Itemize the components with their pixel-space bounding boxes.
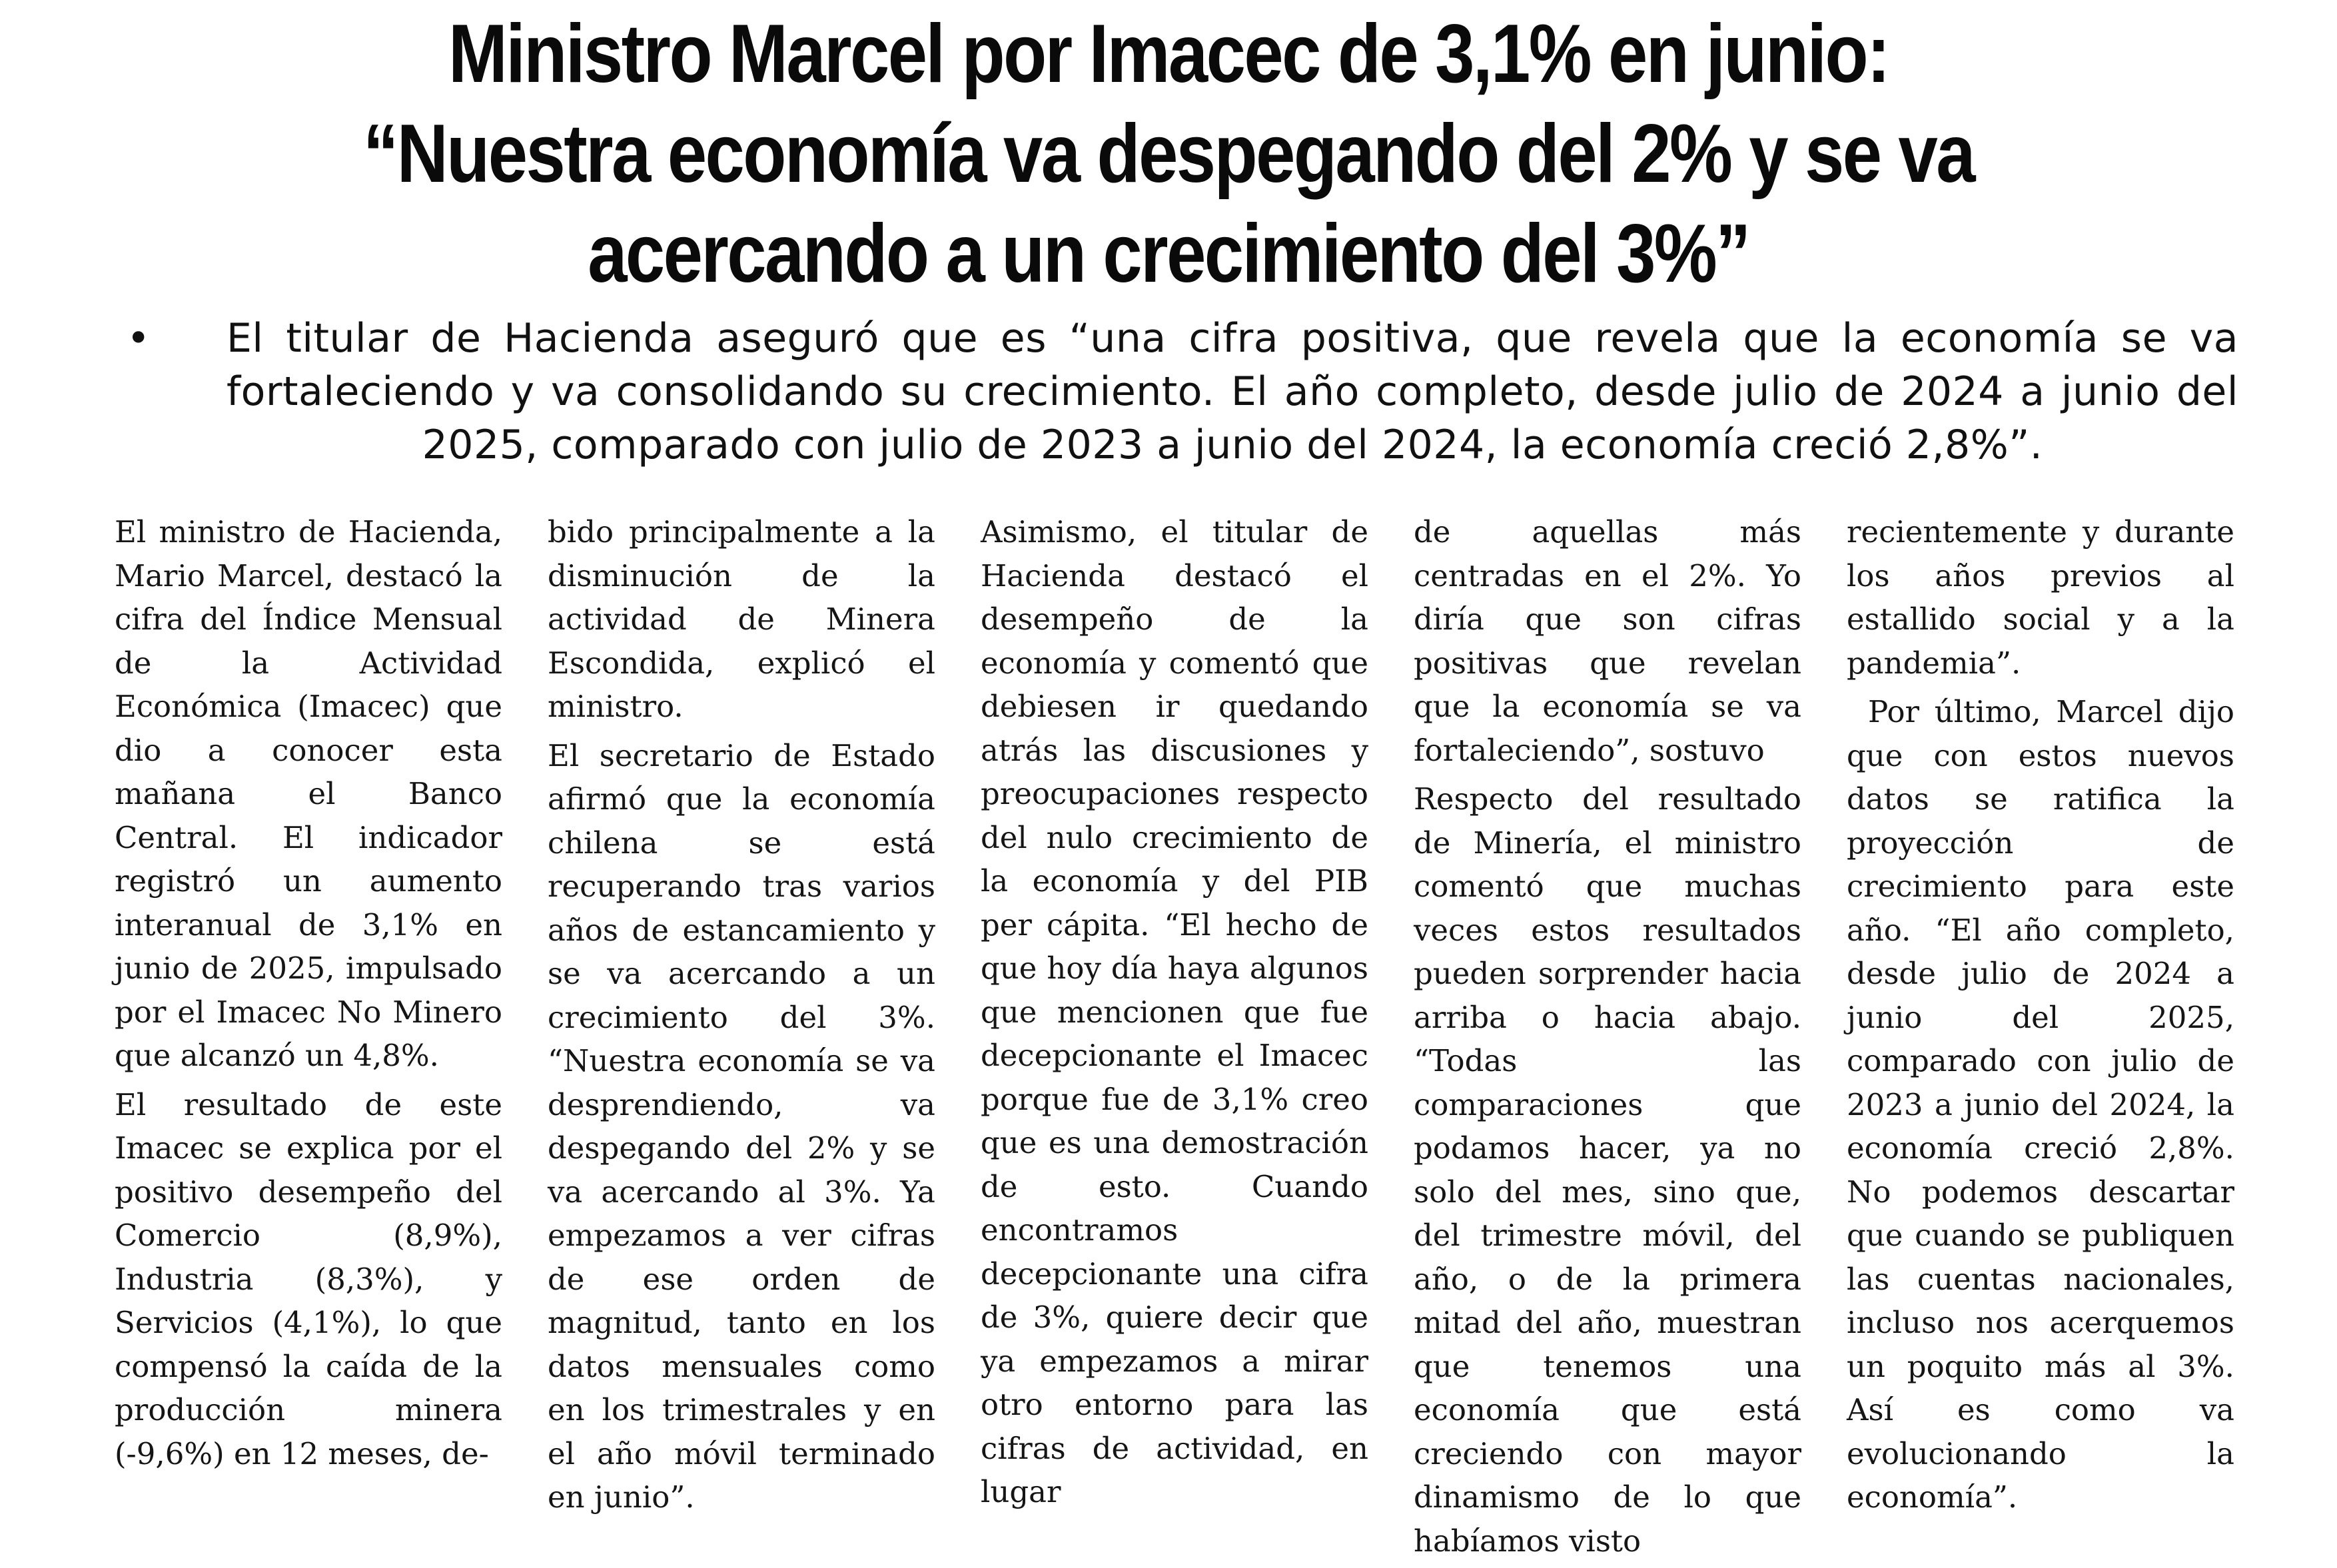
body-paragraph: El ministro de Hacienda, Mario Marcel, destacó la cifra del Índice Mensual de la Actividad Económica (Imacec) que dio a conocer esta mañana el Banco Central. El indicador registró un aumento interanual de 3,1% en junio de 2025, impulsado por el Imacec No Minero que alcanzó un 4,8%. bbox=[115, 514, 502, 1073]
article-summary bbox=[120, 312, 2238, 472]
body-paragraph: Respecto del resultado de Minería, el ministro comentó que muchas veces estos resultados pueden sorprender hacia arriba o hacia abajo. “Todas las comparaciones que podamos hacer, ya no solo del mes, sino que, del trimestre móvil, del año, o de la primera mitad del año, muestran que tenemos una economía que está creciendo con mayor dinamismo de lo que habíamos visto bbox=[1414, 781, 1801, 1559]
headline-line-1: Ministro Marcel por Imacec de 3,1% en junio: bbox=[448, 8, 1889, 100]
body-column-1 bbox=[115, 510, 502, 1568]
body-paragraph: El resultado de este Imacec se explica por el positivo desempeño del Comercio (8,9%), Industria (8,3%), y Servicios (4,1%), lo que compensó la caída de la producción minera (-9,6%) en 12 meses, de- bbox=[115, 1086, 502, 1471]
article-headline bbox=[250, 4, 2088, 304]
body-column-3 bbox=[981, 510, 1368, 1568]
body-paragraph: Por último, Marcel dijo que con estos nuevos datos se ratifica la proyección de crecimiento para este año. “El año completo, desde julio de 2024 a junio del 2025, comparado con julio de 2023 a junio del 2024, la economía creció 2,8%. No podemos descartar que cuando se publiquen las cuentas nacionales, incluso nos acerquemos un poquito más al 3%. Así es como va evolucionando la economía”. bbox=[1847, 694, 2234, 1515]
body-paragraph: Asimismo, el titular de Hacienda destacó el desempeño de la economía y comentó que debiesen ir quedando atrás las discusiones y preocupaciones respecto del nulo crecimiento de la economía y del PIB per cápita. “El hecho de que hoy día haya algunos que mencionen que fue decepcionante el Imacec porque fue de 3,1% creo que es una demostración de esto. Cuando encontramos decepcionante una cifra de 3%, quiere decir que ya empezamos a mirar otro entorno para las cifras de actividad, en lugar bbox=[981, 514, 1368, 1509]
article-body bbox=[115, 510, 2236, 1559]
body-paragraph: bido principalmente a la disminución de la actividad de Minera Escondida, explicó el ministro. bbox=[548, 514, 935, 724]
body-paragraph: recientemente y durante los años previos al estallido social y a la pandemia”. bbox=[1847, 514, 2234, 681]
headline-line-2: “Nuestra economía va despegando del 2% y se va bbox=[363, 108, 1974, 200]
summary-text: El titular de Hacienda aseguró que es “una cifra positiva, que revela que la economía se va fortaleciendo y va consolidando su crecimiento. El año completo, desde julio de 2024 a junio del 2025, comparado con julio de 2023 a junio del 2024, la economía creció 2,8%”. bbox=[227, 315, 2238, 468]
summary-bullet: • bbox=[127, 315, 151, 362]
body-paragraph: de aquellas más centradas en el 2%. Yo diría que son cifras positivas que revelan que la economía se va fortaleciendo”, sostuvo bbox=[1414, 514, 1801, 768]
body-paragraph: El secretario de Estado afirmó que la economía chilena se está recuperando tras varios años de estancamiento y se va acercando a un crecimiento del 3%. “Nuestra economía se va desprendiendo, va despegando del 2% y se va acercando al 3%. Ya empezamos a ver cifras de ese orden de magnitud, tanto en los datos mensuales como en los trimestrales y en el año móvil terminado en junio”. bbox=[548, 737, 935, 1515]
body-column-5 bbox=[1847, 510, 2234, 1568]
headline-line-3: acercando a un crecimiento del 3%” bbox=[588, 208, 1749, 300]
body-column-2 bbox=[548, 510, 935, 1568]
body-column-4 bbox=[1414, 510, 1801, 1568]
